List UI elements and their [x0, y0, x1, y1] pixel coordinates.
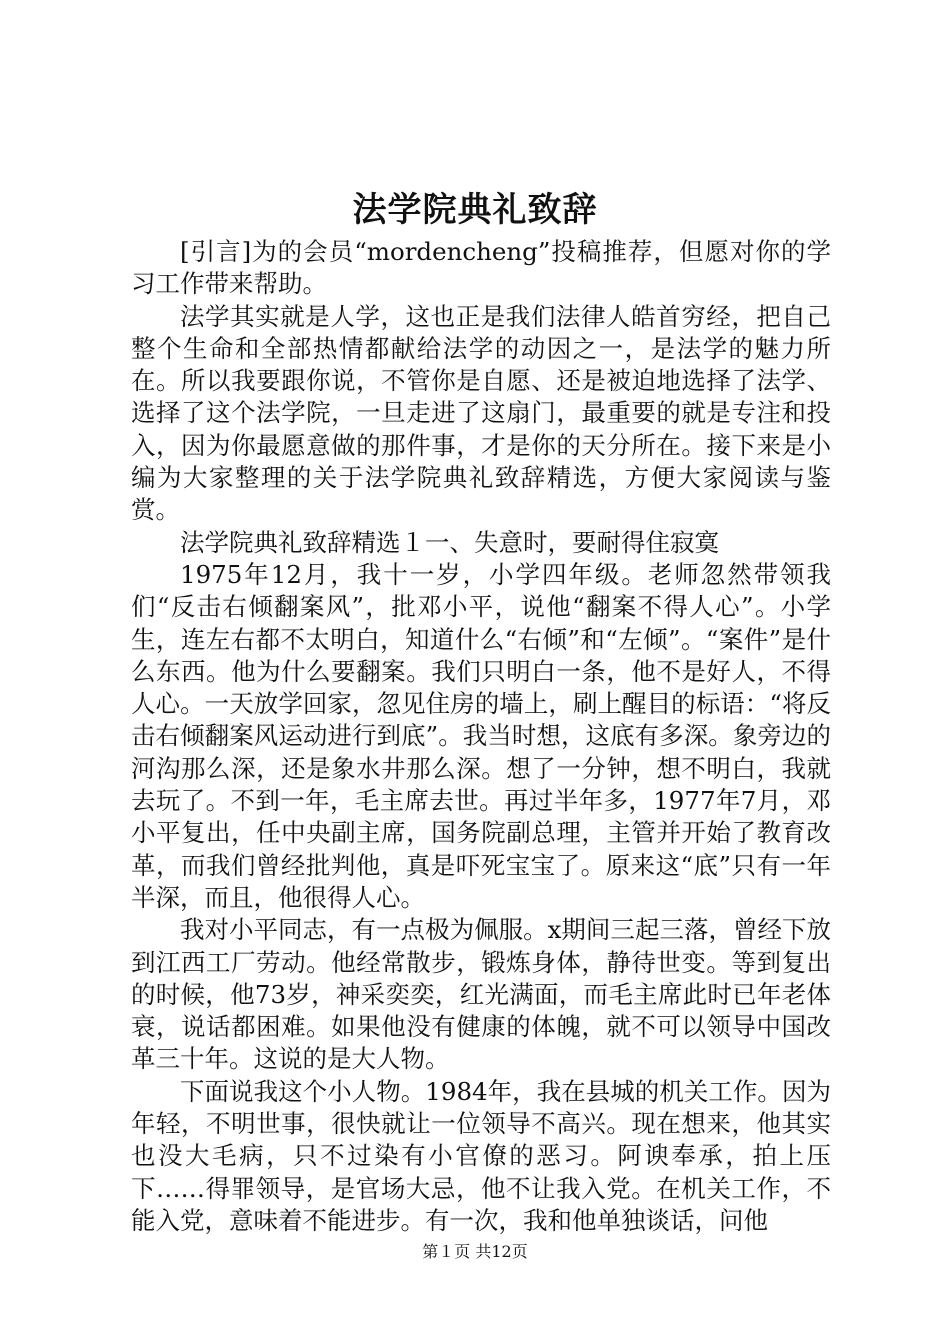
document-body — [131, 236, 831, 1237]
paragraph-1984: 下面说我这个小人物。1984年，我在县城的机关工作。因为年轻，不明世事，很快就让一位领导不高兴。现在想来，他其实也没大毛病，只不过染有小官僚的恶习。阿谀奉承，拍上压下……得罪领导，是官场大忌，他不让我入党。在机关工作，不能入党，意味着不能进步。有一次，我和他单独谈话，问他 — [131, 1076, 831, 1235]
page-footer: 第１页 共12页 — [422, 1242, 528, 1261]
paragraph-intro: [引言]为的会员“mordencheng”投稿推荐，但愿对你的学习工作带来帮助。 — [131, 237, 831, 299]
paragraph-admiration: 我对小平同志，有一点极为佩服。x期间三起三落，曾经下放到江西工厂劳动。他经常散步，锻炼身体，静待世变。等到复出的时候，他73岁，神采奕奕，红光满面，而毛主席此时已年老体衰，说话都困难。如果他没有健康的体魄，就不可以领导中国改革三十年。这说的是大人物。 — [131, 915, 831, 1074]
paragraph-law-is-humanity: 法学其实就是人学，这也正是我们法律人皓首穷经，把自己整个生命和全部热情都献给法学的动因之一，是法学的魅力所在。所以我要跟你说，不管你是自愿、还是被迫地选择了法学、选择了这个法学院，一旦走进了这扇门，最重要的就是专注和投入，因为你最愿意做的那件事，才是你的天分所在。接下来是小编为大家整理的关于法学院典礼致辞精选，方便大家阅读与鉴赏。 — [131, 301, 831, 525]
document-title: 法学院典礼致辞 — [352, 190, 598, 230]
section-heading: 法学院典礼致辞精选１一、失意时，要耐得住寂寞 — [180, 527, 719, 557]
paragraph-1975: 1975年12月，我十一岁，小学四年级。老师忽然带领我们“反击右倾翻案风”，批邓小平，说他“翻案不得人心”。小学生，连左右都不太明白，知道什么“右倾”和“左倾”。“案件”是什么东西。他为什么要翻案。我们只明白一条，他不是好人，不得人心。一天放学回家，忽见住房的墙上，刷上醒目的标语：“将反击右倾翻案风运动进行到底”。我当时想，这底有多深。象旁边的河沟那么深，还是象水井那么深。想了一分钟，想不明白，我就去玩了。不到一年，毛主席去世。再过半年多，1977年7月，邓小平复出，任中央副主席，国务院副总理，主管并开始了教育改革，而我们曾经批判他，真是吓死宝宝了。原来这“底”只有一年半深，而且，他很得人心。 — [131, 559, 831, 912]
